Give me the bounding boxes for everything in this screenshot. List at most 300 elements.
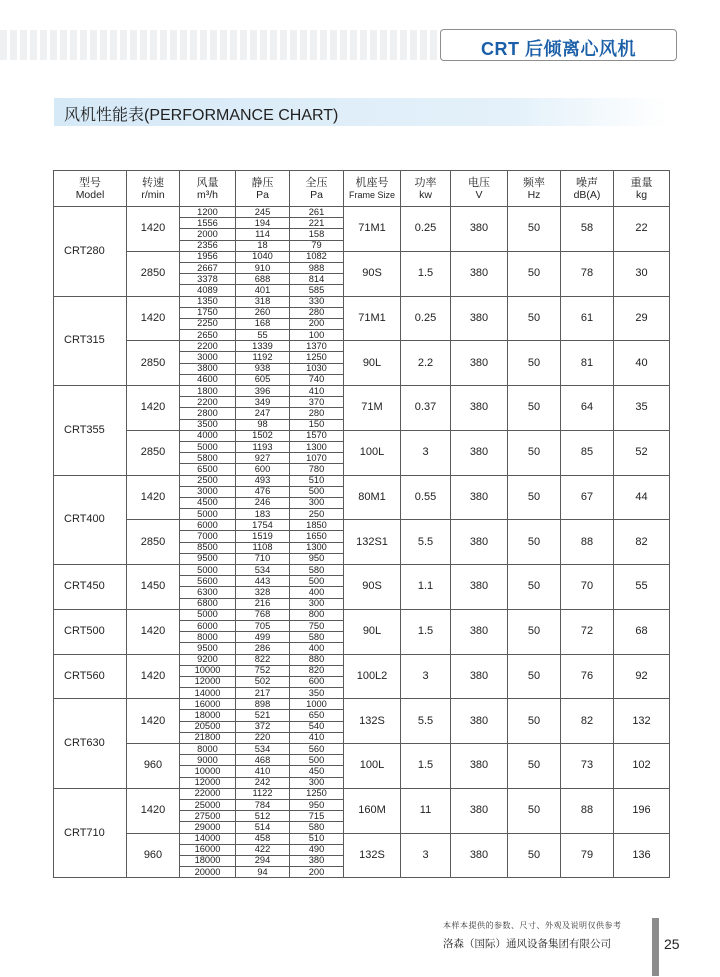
static-pressure-cell: 98 [236, 419, 290, 430]
total-pressure-cell: 300 [290, 598, 344, 609]
airflow-cell: 3000 [180, 352, 236, 363]
airflow-cell: 5600 [180, 576, 236, 587]
power-cell: 3 [401, 430, 451, 475]
airflow-cell: 2800 [180, 408, 236, 419]
static-pressure-cell: 910 [236, 262, 290, 273]
airflow-cell: 18000 [180, 855, 236, 866]
total-pressure-cell: 261 [290, 207, 344, 218]
frequency-cell: 50 [508, 744, 561, 789]
airflow-cell: 4500 [180, 497, 236, 508]
power-cell: 5.5 [401, 520, 451, 565]
section-heading-bar [54, 98, 668, 126]
static-pressure-cell: 245 [236, 207, 290, 218]
weight-cell: 68 [614, 609, 670, 654]
frame-size-cell: 100L [344, 430, 401, 475]
airflow-cell: 2250 [180, 318, 236, 329]
total-pressure-cell: 1650 [290, 531, 344, 542]
total-pressure-cell: 814 [290, 274, 344, 285]
total-pressure-cell: 370 [290, 397, 344, 408]
frame-size-cell: 132S [344, 699, 401, 744]
frequency-cell: 50 [508, 475, 561, 520]
total-pressure-cell: 540 [290, 721, 344, 732]
header-model: 型号 Model [54, 171, 127, 207]
model-cell: CRT355 [54, 386, 127, 476]
voltage-cell: 380 [451, 475, 508, 520]
static-pressure-cell: 1108 [236, 542, 290, 553]
noise-cell: 70 [561, 565, 614, 610]
airflow-cell: 3000 [180, 486, 236, 497]
voltage-cell: 380 [451, 430, 508, 475]
total-pressure-cell: 200 [290, 318, 344, 329]
airflow-cell: 2200 [180, 397, 236, 408]
weight-cell: 35 [614, 386, 670, 431]
header-static-pressure: 静压 Pa [236, 171, 290, 207]
total-pressure-cell: 400 [290, 643, 344, 654]
header-speed: 转速 r/min [127, 171, 180, 207]
static-pressure-cell: 768 [236, 609, 290, 620]
airflow-cell: 14000 [180, 833, 236, 844]
airflow-cell: 8000 [180, 744, 236, 755]
noise-cell: 88 [561, 788, 614, 833]
weight-cell: 136 [614, 833, 670, 878]
weight-cell: 82 [614, 520, 670, 565]
static-pressure-cell: 1519 [236, 531, 290, 542]
airflow-cell: 16000 [180, 699, 236, 710]
total-pressure-cell: 800 [290, 609, 344, 620]
total-pressure-cell: 150 [290, 419, 344, 430]
total-pressure-cell: 221 [290, 218, 344, 229]
power-cell: 1.1 [401, 565, 451, 610]
noise-cell: 81 [561, 341, 614, 386]
static-pressure-cell: 247 [236, 408, 290, 419]
total-pressure-cell: 1070 [290, 453, 344, 464]
header-frame-size: 机座号 Frame Size [344, 171, 401, 207]
static-pressure-cell: 705 [236, 620, 290, 631]
total-pressure-cell: 988 [290, 262, 344, 273]
airflow-cell: 6000 [180, 620, 236, 631]
static-pressure-cell: 1193 [236, 441, 290, 452]
total-pressure-cell: 1000 [290, 699, 344, 710]
total-pressure-cell: 250 [290, 509, 344, 520]
model-cell: CRT710 [54, 788, 127, 878]
static-pressure-cell: 294 [236, 855, 290, 866]
page-number: 25 [664, 936, 680, 952]
power-cell: 0.37 [401, 386, 451, 431]
model-cell: CRT500 [54, 609, 127, 654]
frame-size-cell: 90S [344, 251, 401, 296]
airflow-cell: 4600 [180, 374, 236, 385]
airflow-cell: 9500 [180, 553, 236, 564]
airflow-cell: 8000 [180, 632, 236, 643]
airflow-cell: 2356 [180, 240, 236, 251]
total-pressure-cell: 500 [290, 576, 344, 587]
footer-disclaimer: 本样本提供的参数、尺寸、外观及说明仅供参考 [443, 921, 622, 930]
frame-size-cell: 71M [344, 386, 401, 431]
total-pressure-cell: 400 [290, 587, 344, 598]
weight-cell: 22 [614, 207, 670, 252]
model-cell: CRT280 [54, 207, 127, 297]
noise-cell: 73 [561, 744, 614, 789]
header-decor-band [0, 30, 472, 60]
speed-cell: 2850 [127, 430, 180, 475]
voltage-cell: 380 [451, 207, 508, 252]
power-cell: 0.55 [401, 475, 451, 520]
speed-cell: 1450 [127, 565, 180, 610]
airflow-cell: 1750 [180, 307, 236, 318]
noise-cell: 76 [561, 654, 614, 699]
static-pressure-cell: 605 [236, 374, 290, 385]
power-cell: 1.5 [401, 744, 451, 789]
static-pressure-cell: 55 [236, 330, 290, 341]
speed-cell: 1420 [127, 475, 180, 520]
total-pressure-cell: 1300 [290, 441, 344, 452]
table-row [54, 744, 670, 755]
header-weight: 重量 kg [614, 171, 670, 207]
airflow-cell: 2200 [180, 341, 236, 352]
header-frequency: 频率 Hz [508, 171, 561, 207]
total-pressure-cell: 950 [290, 799, 344, 810]
airflow-cell: 6000 [180, 520, 236, 531]
airflow-cell: 22000 [180, 788, 236, 799]
airflow-cell: 6500 [180, 464, 236, 475]
header-airflow: 风量 m³/h [180, 171, 236, 207]
total-pressure-cell: 280 [290, 307, 344, 318]
table-row [54, 430, 670, 441]
static-pressure-cell: 493 [236, 475, 290, 486]
total-pressure-cell: 740 [290, 374, 344, 385]
table-row [54, 788, 670, 799]
total-pressure-cell: 200 [290, 867, 344, 878]
airflow-cell: 21800 [180, 732, 236, 743]
speed-cell: 1420 [127, 699, 180, 744]
voltage-cell: 380 [451, 251, 508, 296]
frequency-cell: 50 [508, 520, 561, 565]
total-pressure-cell: 585 [290, 285, 344, 296]
airflow-cell: 29000 [180, 822, 236, 833]
section-title: 风机性能表(PERFORMANCE CHART) [64, 107, 339, 124]
static-pressure-cell: 476 [236, 486, 290, 497]
total-pressure-cell: 1250 [290, 788, 344, 799]
total-pressure-cell: 490 [290, 844, 344, 855]
total-pressure-cell: 100 [290, 330, 344, 341]
static-pressure-cell: 94 [236, 867, 290, 878]
frequency-cell: 50 [508, 609, 561, 654]
table-row [54, 609, 670, 620]
airflow-cell: 12000 [180, 676, 236, 687]
total-pressure-cell: 510 [290, 833, 344, 844]
airflow-cell: 2000 [180, 229, 236, 240]
frequency-cell: 50 [508, 296, 561, 341]
static-pressure-cell: 18 [236, 240, 290, 251]
total-pressure-cell: 600 [290, 676, 344, 687]
airflow-cell: 5000 [180, 609, 236, 620]
header-noise: 噪声 dB(A) [561, 171, 614, 207]
static-pressure-cell: 242 [236, 777, 290, 788]
model-cell: CRT450 [54, 565, 127, 610]
airflow-cell: 2650 [180, 330, 236, 341]
footer-company-name: 洛森（国际）通风设备集团有限公司 [443, 938, 611, 950]
static-pressure-cell: 318 [236, 296, 290, 307]
power-cell: 3 [401, 833, 451, 878]
static-pressure-cell: 1502 [236, 430, 290, 441]
weight-cell: 40 [614, 341, 670, 386]
airflow-cell: 5000 [180, 565, 236, 576]
frame-size-cell: 100L2 [344, 654, 401, 699]
airflow-cell: 1350 [180, 296, 236, 307]
airflow-cell: 20000 [180, 867, 236, 878]
static-pressure-cell: 1122 [236, 788, 290, 799]
power-cell: 2.2 [401, 341, 451, 386]
total-pressure-cell: 1570 [290, 430, 344, 441]
noise-cell: 85 [561, 430, 614, 475]
frequency-cell: 50 [508, 654, 561, 699]
total-pressure-cell: 380 [290, 855, 344, 866]
performance-table [53, 170, 670, 878]
airflow-cell: 9000 [180, 755, 236, 766]
table-row [54, 207, 670, 218]
frequency-cell: 50 [508, 699, 561, 744]
static-pressure-cell: 1040 [236, 251, 290, 262]
airflow-cell: 20500 [180, 721, 236, 732]
noise-cell: 88 [561, 520, 614, 565]
static-pressure-cell: 1754 [236, 520, 290, 531]
total-pressure-cell: 750 [290, 620, 344, 631]
model-cell: CRT400 [54, 475, 127, 565]
static-pressure-cell: 114 [236, 229, 290, 240]
static-pressure-cell: 401 [236, 285, 290, 296]
power-cell: 3 [401, 654, 451, 699]
airflow-cell: 1556 [180, 218, 236, 229]
power-cell: 5.5 [401, 699, 451, 744]
model-cell: CRT560 [54, 654, 127, 699]
total-pressure-cell: 1082 [290, 251, 344, 262]
weight-cell: 30 [614, 251, 670, 296]
power-cell: 0.25 [401, 207, 451, 252]
power-cell: 11 [401, 788, 451, 833]
airflow-cell: 7000 [180, 531, 236, 542]
total-pressure-cell: 580 [290, 822, 344, 833]
airflow-cell: 3500 [180, 419, 236, 430]
static-pressure-cell: 220 [236, 732, 290, 743]
model-cell: CRT630 [54, 699, 127, 789]
noise-cell: 64 [561, 386, 614, 431]
total-pressure-cell: 820 [290, 665, 344, 676]
total-pressure-cell: 1030 [290, 363, 344, 374]
airflow-cell: 10000 [180, 766, 236, 777]
airflow-cell: 16000 [180, 844, 236, 855]
noise-cell: 72 [561, 609, 614, 654]
table-row [54, 654, 670, 665]
speed-cell: 2850 [127, 341, 180, 386]
airflow-cell: 6300 [180, 587, 236, 598]
static-pressure-cell: 752 [236, 665, 290, 676]
static-pressure-cell: 410 [236, 766, 290, 777]
airflow-cell: 1956 [180, 251, 236, 262]
voltage-cell: 380 [451, 654, 508, 699]
airflow-cell: 10000 [180, 665, 236, 676]
frame-size-cell: 100L [344, 744, 401, 789]
weight-cell: 52 [614, 430, 670, 475]
total-pressure-cell: 280 [290, 408, 344, 419]
weight-cell: 29 [614, 296, 670, 341]
power-cell: 1.5 [401, 251, 451, 296]
power-cell: 1.5 [401, 609, 451, 654]
airflow-cell: 18000 [180, 710, 236, 721]
airflow-cell: 25000 [180, 799, 236, 810]
noise-cell: 61 [561, 296, 614, 341]
table-row [54, 475, 670, 486]
total-pressure-cell: 580 [290, 565, 344, 576]
airflow-cell: 1800 [180, 386, 236, 397]
total-pressure-cell: 1850 [290, 520, 344, 531]
voltage-cell: 380 [451, 699, 508, 744]
total-pressure-cell: 500 [290, 755, 344, 766]
static-pressure-cell: 1192 [236, 352, 290, 363]
table-row [54, 296, 670, 307]
static-pressure-cell: 784 [236, 799, 290, 810]
header-voltage: 电压 V [451, 171, 508, 207]
voltage-cell: 380 [451, 788, 508, 833]
static-pressure-cell: 938 [236, 363, 290, 374]
speed-cell: 1420 [127, 386, 180, 431]
static-pressure-cell: 194 [236, 218, 290, 229]
frequency-cell: 50 [508, 833, 561, 878]
model-cell: CRT315 [54, 296, 127, 386]
airflow-cell: 9200 [180, 654, 236, 665]
static-pressure-cell: 898 [236, 699, 290, 710]
weight-cell: 102 [614, 744, 670, 789]
static-pressure-cell: 217 [236, 688, 290, 699]
table-row [54, 699, 670, 710]
table-row [54, 251, 670, 262]
frame-size-cell: 71M1 [344, 296, 401, 341]
static-pressure-cell: 710 [236, 553, 290, 564]
airflow-cell: 3800 [180, 363, 236, 374]
airflow-cell: 5800 [180, 453, 236, 464]
static-pressure-cell: 600 [236, 464, 290, 475]
static-pressure-cell: 521 [236, 710, 290, 721]
total-pressure-cell: 300 [290, 497, 344, 508]
airflow-cell: 3378 [180, 274, 236, 285]
airflow-cell: 5000 [180, 441, 236, 452]
static-pressure-cell: 422 [236, 844, 290, 855]
static-pressure-cell: 534 [236, 744, 290, 755]
static-pressure-cell: 246 [236, 497, 290, 508]
static-pressure-cell: 183 [236, 509, 290, 520]
total-pressure-cell: 79 [290, 240, 344, 251]
frame-size-cell: 132S [344, 833, 401, 878]
airflow-cell: 27500 [180, 811, 236, 822]
weight-cell: 55 [614, 565, 670, 610]
frame-size-cell: 160M [344, 788, 401, 833]
weight-cell: 196 [614, 788, 670, 833]
noise-cell: 82 [561, 699, 614, 744]
page-title: CRT 后倾离心风机 [481, 39, 636, 59]
total-pressure-cell: 450 [290, 766, 344, 777]
total-pressure-cell: 410 [290, 732, 344, 743]
noise-cell: 67 [561, 475, 614, 520]
total-pressure-cell: 950 [290, 553, 344, 564]
table-header-row [54, 171, 670, 207]
frame-size-cell: 90S [344, 565, 401, 610]
static-pressure-cell: 468 [236, 755, 290, 766]
airflow-cell: 14000 [180, 688, 236, 699]
power-cell: 0.25 [401, 296, 451, 341]
airflow-cell: 1200 [180, 207, 236, 218]
static-pressure-cell: 534 [236, 565, 290, 576]
airflow-cell: 2667 [180, 262, 236, 273]
speed-cell: 960 [127, 833, 180, 878]
static-pressure-cell: 499 [236, 632, 290, 643]
airflow-cell: 12000 [180, 777, 236, 788]
airflow-cell: 6800 [180, 598, 236, 609]
total-pressure-cell: 880 [290, 654, 344, 665]
total-pressure-cell: 500 [290, 486, 344, 497]
voltage-cell: 380 [451, 609, 508, 654]
airflow-cell: 4000 [180, 430, 236, 441]
voltage-cell: 380 [451, 744, 508, 789]
speed-cell: 1420 [127, 207, 180, 252]
frame-size-cell: 71M1 [344, 207, 401, 252]
voltage-cell: 380 [451, 565, 508, 610]
frame-size-cell: 90L [344, 341, 401, 386]
speed-cell: 2850 [127, 520, 180, 565]
frequency-cell: 50 [508, 251, 561, 296]
frequency-cell: 50 [508, 788, 561, 833]
total-pressure-cell: 410 [290, 386, 344, 397]
total-pressure-cell: 158 [290, 229, 344, 240]
weight-cell: 92 [614, 654, 670, 699]
total-pressure-cell: 650 [290, 710, 344, 721]
noise-cell: 78 [561, 251, 614, 296]
static-pressure-cell: 396 [236, 386, 290, 397]
speed-cell: 1420 [127, 296, 180, 341]
header-title-box [440, 29, 677, 61]
table-row [54, 833, 670, 844]
frame-size-cell: 90L [344, 609, 401, 654]
speed-cell: 960 [127, 744, 180, 789]
airflow-cell: 9500 [180, 643, 236, 654]
table-row [54, 565, 670, 576]
total-pressure-cell: 300 [290, 777, 344, 788]
noise-cell: 58 [561, 207, 614, 252]
total-pressure-cell: 350 [290, 688, 344, 699]
table-row [54, 386, 670, 397]
static-pressure-cell: 514 [236, 822, 290, 833]
frequency-cell: 50 [508, 207, 561, 252]
footer-divider-bar [652, 918, 659, 976]
airflow-cell: 2500 [180, 475, 236, 486]
static-pressure-cell: 328 [236, 587, 290, 598]
voltage-cell: 380 [451, 833, 508, 878]
speed-cell: 1420 [127, 609, 180, 654]
frequency-cell: 50 [508, 430, 561, 475]
header-power: 功率 kw [401, 171, 451, 207]
frame-size-cell: 132S1 [344, 520, 401, 565]
table-row [54, 341, 670, 352]
frequency-cell: 50 [508, 386, 561, 431]
speed-cell: 2850 [127, 251, 180, 296]
static-pressure-cell: 286 [236, 643, 290, 654]
static-pressure-cell: 512 [236, 811, 290, 822]
total-pressure-cell: 330 [290, 296, 344, 307]
airflow-cell: 5000 [180, 509, 236, 520]
static-pressure-cell: 458 [236, 833, 290, 844]
total-pressure-cell: 510 [290, 475, 344, 486]
weight-cell: 44 [614, 475, 670, 520]
voltage-cell: 380 [451, 296, 508, 341]
total-pressure-cell: 1370 [290, 341, 344, 352]
